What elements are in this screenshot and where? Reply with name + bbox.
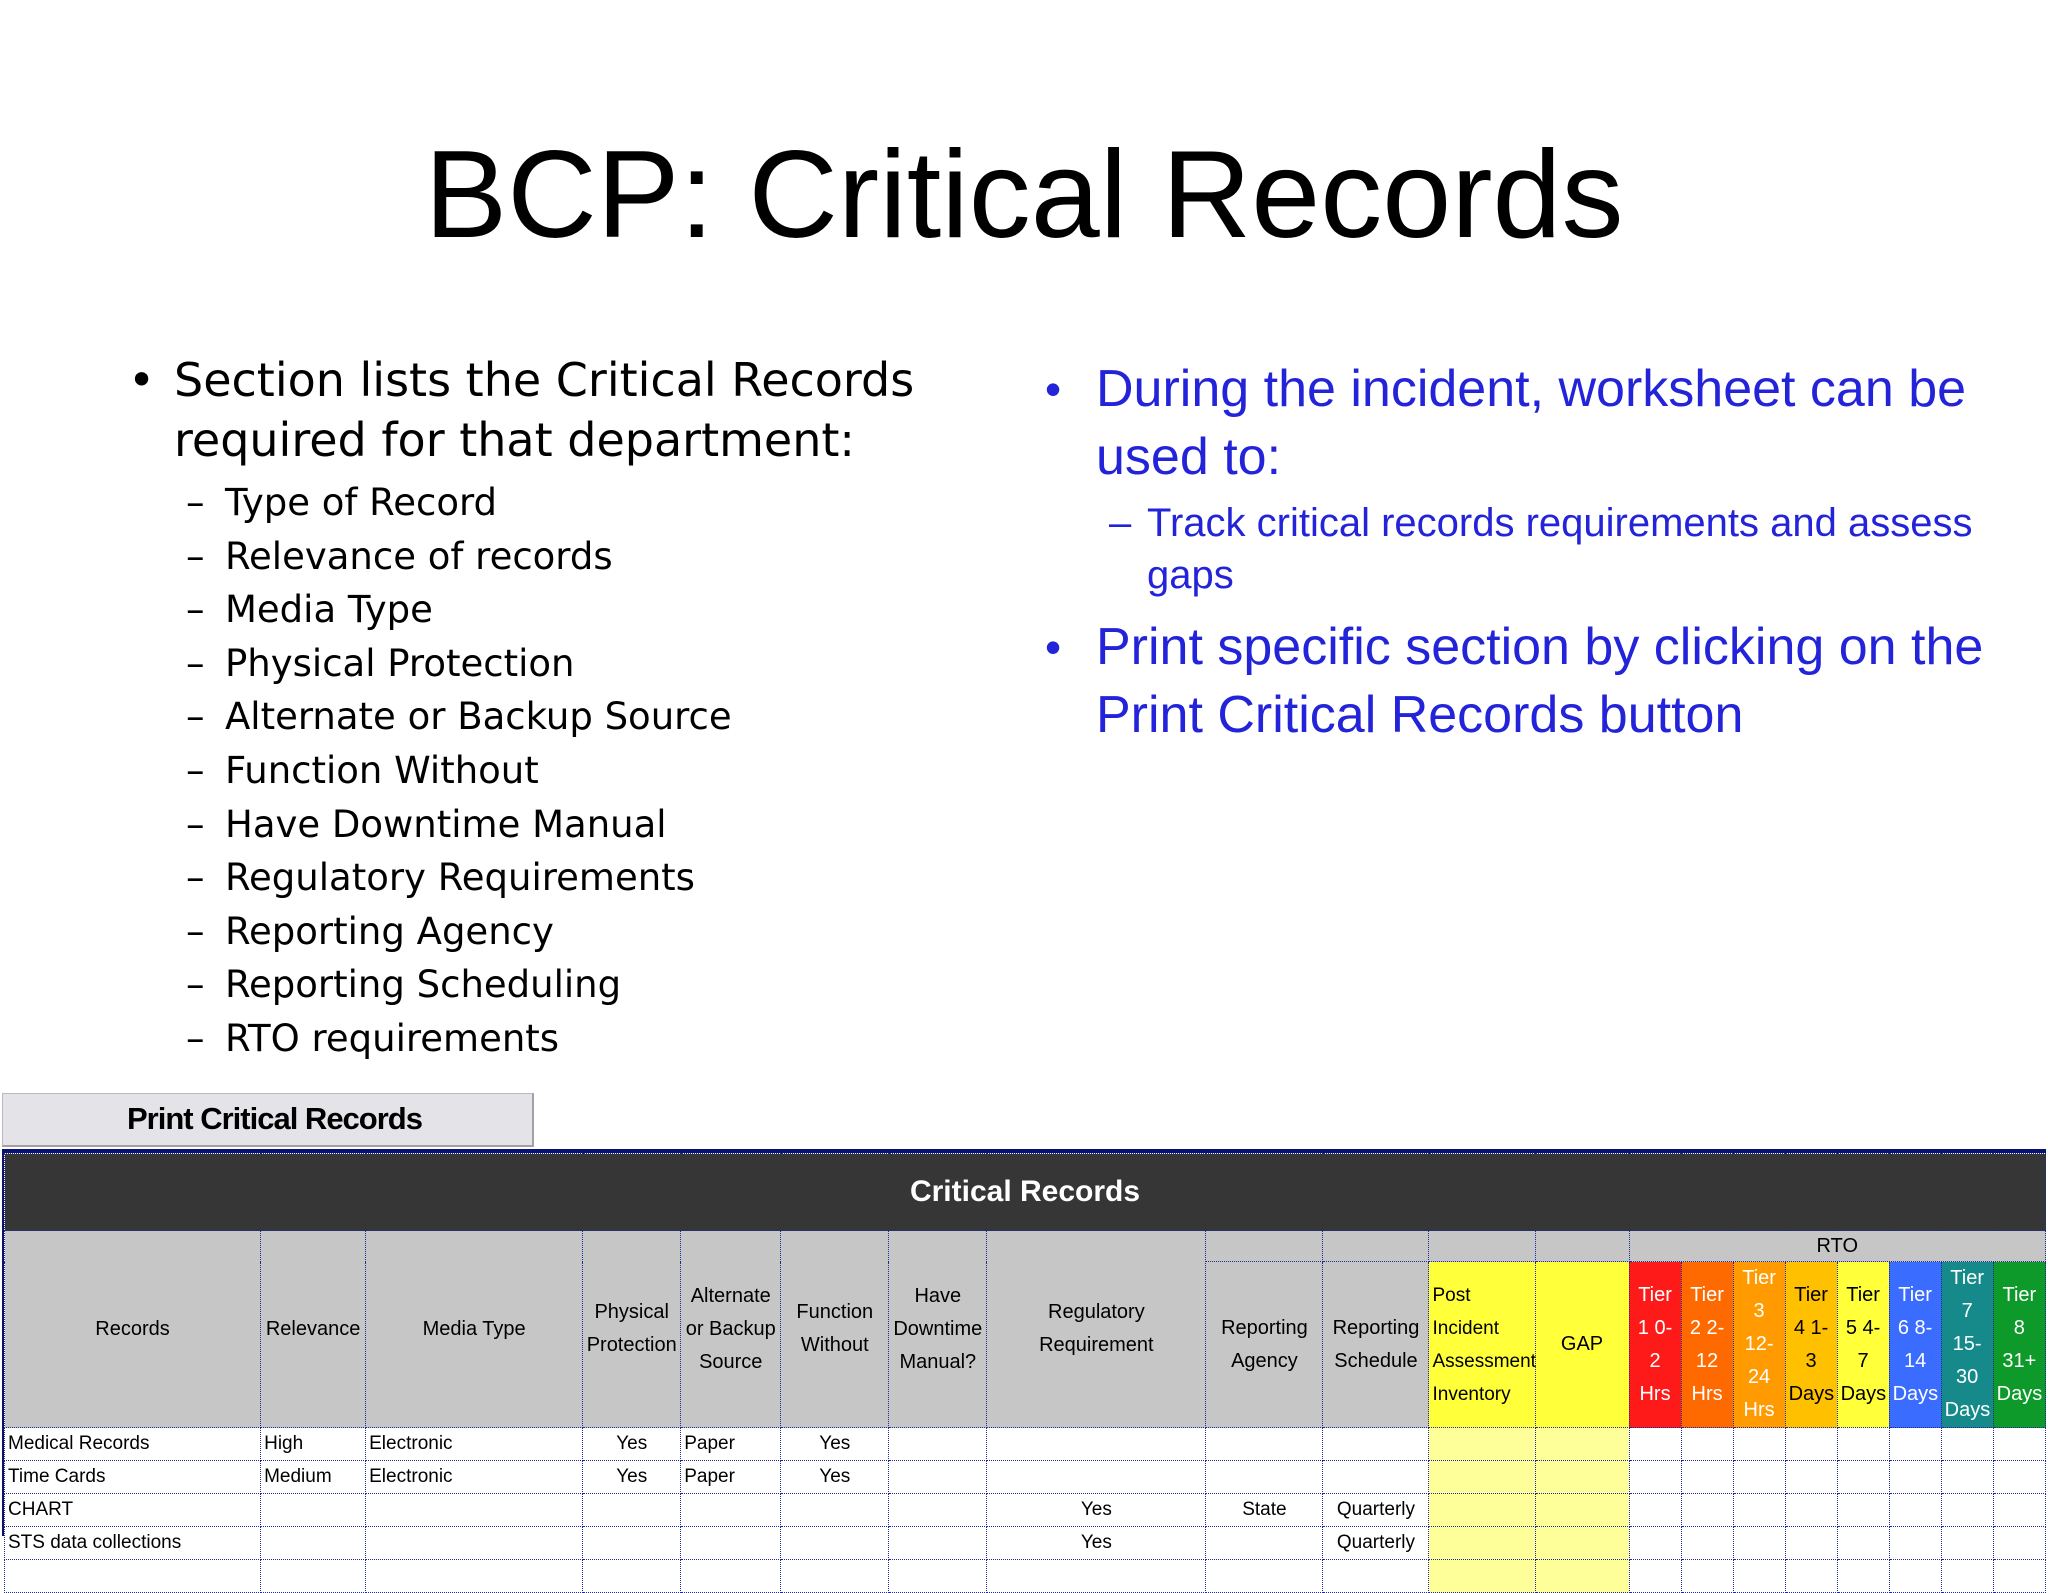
dash-icon: – xyxy=(186,481,205,524)
cell-tier xyxy=(1993,1428,2045,1461)
cell-media xyxy=(366,1560,583,1593)
dash-icon: – xyxy=(186,695,205,739)
header-tier: Tier 6 8-14 Days xyxy=(1889,1262,1941,1428)
cell-regulatory xyxy=(987,1560,1206,1593)
header-blank xyxy=(1429,1231,1535,1262)
right-column xyxy=(1045,355,2005,749)
cell-gap xyxy=(1535,1527,1629,1560)
cell-tier xyxy=(1681,1560,1733,1593)
cell-physical xyxy=(583,1527,681,1560)
cell-post-incident xyxy=(1429,1461,1535,1494)
cell-post-incident xyxy=(1429,1527,1535,1560)
cell-alternate: Paper xyxy=(681,1428,781,1461)
cell-tier xyxy=(1993,1494,2045,1527)
cell-alternate xyxy=(681,1560,781,1593)
cell-tier xyxy=(1629,1494,1681,1527)
cell-tier xyxy=(1993,1560,2045,1593)
cell-function xyxy=(781,1527,889,1560)
left-sub-item-text: Function Without xyxy=(225,748,539,792)
header-rto: RTO xyxy=(1629,1231,2045,1262)
cell-relevance xyxy=(261,1527,366,1560)
header-function-without: Function Without xyxy=(781,1231,889,1428)
left-bullet-text: Section lists the Critical Records required for that department: xyxy=(174,353,915,467)
left-sub-item-text: Have Downtime Manual xyxy=(225,802,667,846)
cell-alternate xyxy=(681,1527,781,1560)
header-tier: Tier 7 15-30 Days xyxy=(1941,1262,1993,1428)
cell-physical: Yes xyxy=(583,1428,681,1461)
cell-agency xyxy=(1206,1461,1323,1494)
left-column xyxy=(128,350,988,1066)
left-sub-item xyxy=(128,851,988,905)
cell-function xyxy=(781,1494,889,1527)
cell-agency: State xyxy=(1206,1494,1323,1527)
cell-regulatory xyxy=(987,1428,1206,1461)
cell-tier xyxy=(1785,1428,1837,1461)
right-bullet-text: Print specific section by clicking on the Print Critical Records button xyxy=(1096,618,1984,744)
left-sub-item xyxy=(128,476,988,530)
left-sub-item-text: Reporting Scheduling xyxy=(225,963,622,1007)
cell-records: STS data collections xyxy=(5,1527,261,1560)
cell-records: CHART xyxy=(5,1494,261,1527)
cell-records: Medical Records xyxy=(5,1428,261,1461)
header-reporting-agency: Reporting Agency xyxy=(1206,1262,1323,1428)
dash-icon: – xyxy=(186,963,205,1007)
cell-tier xyxy=(1889,1461,1941,1494)
cell-tier xyxy=(1941,1461,1993,1494)
cell-tier xyxy=(1837,1527,1889,1560)
table-row xyxy=(5,1527,2046,1560)
cell-tier xyxy=(1889,1494,1941,1527)
cell-physical xyxy=(583,1494,681,1527)
cell-tier xyxy=(1733,1560,1785,1593)
cell-function: Yes xyxy=(781,1461,889,1494)
cell-tier xyxy=(1837,1494,1889,1527)
dash-icon: – xyxy=(186,802,205,846)
critical-records-sheet xyxy=(2,1149,2046,1553)
cell-tier xyxy=(1629,1428,1681,1461)
cell-agency xyxy=(1206,1527,1323,1560)
left-bullet xyxy=(128,350,988,470)
cell-regulatory: Yes xyxy=(987,1527,1206,1560)
cell-relevance xyxy=(261,1560,366,1593)
cell-agency xyxy=(1206,1560,1323,1593)
cell-regulatory: Yes xyxy=(987,1494,1206,1527)
table-row xyxy=(5,1428,2046,1461)
dash-icon: – xyxy=(186,641,205,685)
sheet-title: Critical Records xyxy=(5,1154,2046,1231)
cell-downtime xyxy=(889,1461,987,1494)
dash-icon: – xyxy=(186,534,205,578)
print-critical-records-button[interactable]: Print Critical Records xyxy=(2,1093,534,1147)
cell-media: Electronic xyxy=(366,1428,583,1461)
header-reporting-schedule: Reporting Schedule xyxy=(1323,1262,1429,1428)
cell-function xyxy=(781,1560,889,1593)
cell-function: Yes xyxy=(781,1428,889,1461)
left-sub-item-text: Reporting Agency xyxy=(225,909,554,953)
cell-physical xyxy=(583,1560,681,1593)
left-sub-item-text: Physical Protection xyxy=(225,641,575,685)
cell-alternate xyxy=(681,1494,781,1527)
header-blank xyxy=(1323,1231,1429,1262)
cell-relevance xyxy=(261,1494,366,1527)
left-sub-item-text: RTO requirements xyxy=(225,1016,560,1060)
cell-tier xyxy=(1785,1494,1837,1527)
cell-records xyxy=(5,1560,261,1593)
cell-agency xyxy=(1206,1428,1323,1461)
header-downtime-manual: Have Downtime Manual? xyxy=(889,1231,987,1428)
cell-tier xyxy=(1629,1560,1681,1593)
left-sub-item xyxy=(128,690,988,744)
cell-tier xyxy=(1889,1428,1941,1461)
cell-downtime xyxy=(889,1527,987,1560)
cell-tier xyxy=(1681,1461,1733,1494)
cell-tier xyxy=(1733,1527,1785,1560)
cell-downtime xyxy=(889,1494,987,1527)
header-gap: GAP xyxy=(1535,1262,1629,1428)
cell-schedule xyxy=(1323,1461,1429,1494)
cell-tier xyxy=(1941,1527,1993,1560)
cell-tier xyxy=(1837,1560,1889,1593)
cell-tier xyxy=(1629,1461,1681,1494)
header-tier: Tier 8 31+ Days xyxy=(1993,1262,2045,1428)
left-sub-item xyxy=(128,1012,988,1066)
header-tier: Tier 4 1-3 Days xyxy=(1785,1262,1837,1428)
cell-tier xyxy=(1681,1494,1733,1527)
header-post-incident: Post Incident Assessment Inventory xyxy=(1429,1262,1535,1428)
cell-relevance: Medium xyxy=(261,1461,366,1494)
table-row xyxy=(5,1494,2046,1527)
header-media-type: Media Type xyxy=(366,1231,583,1428)
cell-tier xyxy=(1785,1461,1837,1494)
header-physical-protection: Physical Protection xyxy=(583,1231,681,1428)
left-sub-item xyxy=(128,744,988,798)
cell-regulatory xyxy=(987,1461,1206,1494)
dash-icon: – xyxy=(186,909,205,953)
cell-gap xyxy=(1535,1494,1629,1527)
cell-tier xyxy=(1837,1461,1889,1494)
dash-icon: – xyxy=(186,1016,205,1060)
cell-schedule xyxy=(1323,1428,1429,1461)
left-sub-item-text: Alternate or Backup Source xyxy=(225,695,732,739)
left-sub-item-text: Media Type xyxy=(225,588,433,632)
cell-schedule: Quarterly xyxy=(1323,1527,1429,1560)
header-records: Records xyxy=(5,1231,261,1428)
left-sub-item-text: Regulatory Requirements xyxy=(225,856,695,900)
cell-downtime xyxy=(889,1428,987,1461)
cell-media xyxy=(366,1527,583,1560)
cell-tier xyxy=(1837,1428,1889,1461)
cell-media xyxy=(366,1494,583,1527)
right-bullet xyxy=(1045,355,2005,491)
cell-relevance: High xyxy=(261,1428,366,1461)
right-bullet xyxy=(1045,613,2005,749)
dash-icon: – xyxy=(186,588,205,632)
left-sub-item xyxy=(128,583,988,637)
right-bullet-text: During the incident, worksheet can be used to: xyxy=(1096,360,1967,486)
header-tier: Tier 2 2-12 Hrs xyxy=(1681,1262,1733,1428)
bullet-icon: • xyxy=(1045,621,1062,673)
cell-tier xyxy=(1733,1428,1785,1461)
right-sub-item-text: Track critical records requirements and assess gaps xyxy=(1147,501,1973,597)
left-sub-item xyxy=(128,798,988,852)
header-blank xyxy=(1535,1231,1629,1262)
cell-gap xyxy=(1535,1461,1629,1494)
bullet-icon: • xyxy=(128,353,156,407)
cell-post-incident xyxy=(1429,1494,1535,1527)
header-tier: Tier 3 12-24 Hrs xyxy=(1733,1262,1785,1428)
cell-tier xyxy=(1993,1527,2045,1560)
cell-gap xyxy=(1535,1560,1629,1593)
cell-schedule: Quarterly xyxy=(1323,1494,1429,1527)
left-sub-list xyxy=(128,476,988,1066)
cell-schedule xyxy=(1323,1560,1429,1593)
header-regulatory-requirement: Regulatory Requirement xyxy=(987,1231,1206,1428)
cell-downtime xyxy=(889,1560,987,1593)
left-sub-item xyxy=(128,958,988,1012)
cell-tier xyxy=(1733,1461,1785,1494)
cell-tier xyxy=(1941,1494,1993,1527)
cell-gap xyxy=(1535,1428,1629,1461)
right-sub-item xyxy=(1045,497,2005,601)
cell-post-incident xyxy=(1429,1428,1535,1461)
header-relevance: Relevance xyxy=(261,1231,366,1428)
cell-tier xyxy=(1941,1560,1993,1593)
header-blank xyxy=(1206,1231,1323,1262)
left-sub-item xyxy=(128,637,988,691)
header-tier: Tier 1 0-2 Hrs xyxy=(1629,1262,1681,1428)
left-sub-item xyxy=(128,905,988,959)
cell-post-incident xyxy=(1429,1560,1535,1593)
left-sub-item-text: Relevance of records xyxy=(225,534,613,578)
table-row xyxy=(5,1461,2046,1494)
cell-records: Time Cards xyxy=(5,1461,261,1494)
cell-media: Electronic xyxy=(366,1461,583,1494)
header-tier: Tier 5 4-7 Days xyxy=(1837,1262,1889,1428)
header-alternate-source: Alternate or Backup Source xyxy=(681,1231,781,1428)
cell-physical: Yes xyxy=(583,1461,681,1494)
cell-tier xyxy=(1681,1428,1733,1461)
cell-tier xyxy=(1681,1527,1733,1560)
cell-tier xyxy=(1941,1428,1993,1461)
cell-tier xyxy=(1629,1527,1681,1560)
left-sub-item-text: Type of Record xyxy=(225,481,498,524)
sheet-body xyxy=(5,1428,2046,1593)
bullet-icon: • xyxy=(1045,363,1062,415)
dash-icon: – xyxy=(186,748,205,792)
dash-icon: – xyxy=(186,856,205,900)
cell-tier xyxy=(1993,1461,2045,1494)
cell-tier xyxy=(1733,1494,1785,1527)
dash-icon: – xyxy=(1109,501,1132,545)
table-row xyxy=(5,1560,2046,1593)
cell-tier xyxy=(1785,1527,1837,1560)
cell-tier xyxy=(1889,1560,1941,1593)
cell-tier xyxy=(1785,1560,1837,1593)
slide-title: BCP: Critical Records xyxy=(424,126,1624,264)
cell-tier xyxy=(1889,1527,1941,1560)
left-sub-item xyxy=(128,530,988,584)
cell-alternate: Paper xyxy=(681,1461,781,1494)
